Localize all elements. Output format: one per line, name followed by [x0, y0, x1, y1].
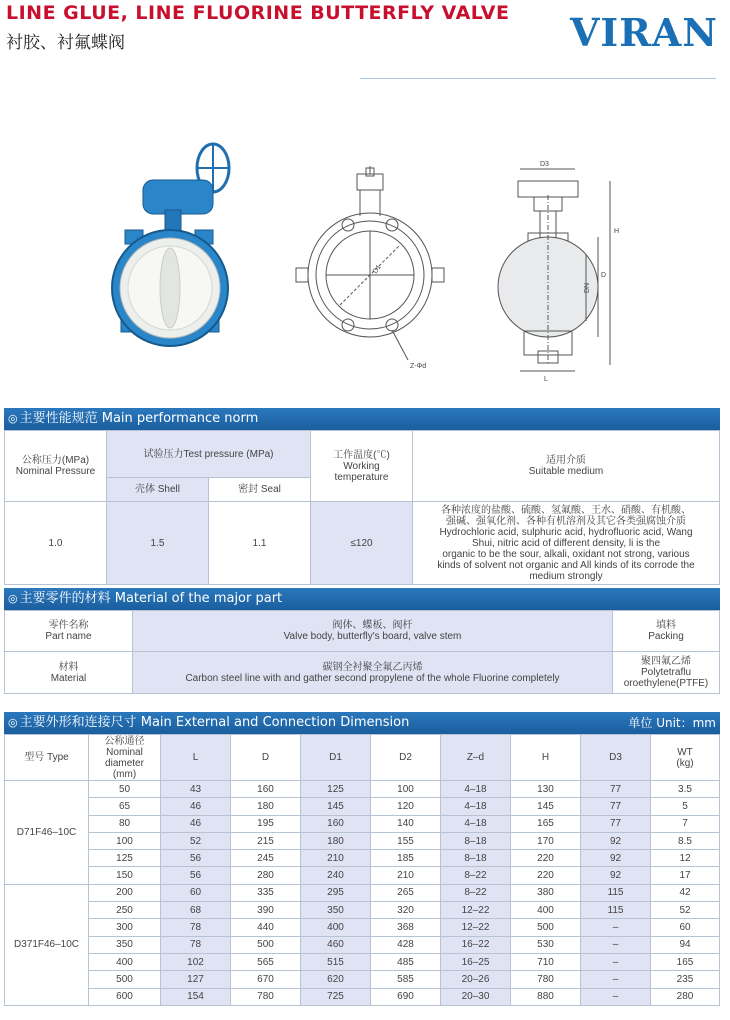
table-row [5, 815, 720, 832]
table-cell: 92 [581, 850, 651, 867]
hdr-zd: Z–d [441, 735, 511, 781]
table-cell: 200 [89, 884, 161, 901]
label-h: H [614, 228, 620, 235]
table-cell: 280 [231, 867, 301, 884]
bullet-circle-icon: ◎ [8, 592, 18, 605]
table-cell: 180 [231, 798, 301, 815]
material-label: 材料 Material [5, 652, 133, 694]
table-cell: 130 [511, 781, 581, 798]
material-table [4, 610, 720, 694]
table-cell: 77 [581, 781, 651, 798]
table-cell: 127 [161, 971, 231, 988]
table-cell: 368 [371, 919, 441, 936]
table-cell: 20–30 [441, 988, 511, 1005]
table-cell: 500 [231, 936, 301, 953]
table-cell: 165 [651, 953, 720, 970]
table-cell: 320 [371, 902, 441, 919]
page-subtitle-cn: 衬胶、衬氟蝶阀 [6, 33, 125, 53]
table-cell: 400 [511, 902, 581, 919]
table-cell: – [581, 971, 651, 988]
packing-material: 聚四氟乙烯 Polytetraflu oroethylene(PTFE) [613, 652, 720, 694]
table-cell: 3.5 [651, 781, 720, 798]
table-cell: 690 [371, 988, 441, 1005]
hdr-d2: D2 [371, 735, 441, 781]
table-cell: 8–18 [441, 850, 511, 867]
table-row [5, 919, 720, 936]
packing-label: 填料 Packing [613, 611, 720, 652]
table-cell: 400 [89, 953, 161, 970]
table-cell: 140 [371, 815, 441, 832]
table-cell: 4–18 [441, 781, 511, 798]
section-material-header [4, 588, 720, 610]
table-cell: 102 [161, 953, 231, 970]
col-working-temp: 工作温度(℃) Working temperature [311, 431, 413, 502]
table-cell: 4–18 [441, 798, 511, 815]
table-cell: 92 [581, 867, 651, 884]
table-cell: 235 [651, 971, 720, 988]
table-row [5, 850, 720, 867]
hdr-l: L [161, 735, 231, 781]
table-cell: 265 [371, 884, 441, 901]
table-cell: 12–22 [441, 902, 511, 919]
table-cell: 8–22 [441, 884, 511, 901]
table-cell: 295 [301, 884, 371, 901]
col-suitable-medium: 适用介质 Suitable medium [413, 431, 720, 502]
table-cell: 154 [161, 988, 231, 1005]
table-cell: 68 [161, 902, 231, 919]
col-shell: 壳体 Shell [107, 478, 209, 502]
table-cell: 100 [371, 781, 441, 798]
table-cell: 65 [89, 798, 161, 815]
table-cell: 195 [231, 815, 301, 832]
table-cell: 100 [89, 832, 161, 849]
table-cell: 240 [301, 867, 371, 884]
table-cell: 46 [161, 798, 231, 815]
table-cell: 400 [301, 919, 371, 936]
disc-icon [160, 248, 180, 328]
table-cell: 220 [511, 867, 581, 884]
table-cell: 725 [301, 988, 371, 1005]
table-cell: 42 [651, 884, 720, 901]
table-cell: 620 [301, 971, 371, 988]
table-cell: 77 [581, 798, 651, 815]
table-cell: 565 [231, 953, 301, 970]
table-row [5, 781, 720, 798]
table-cell: 78 [161, 936, 231, 953]
section-dimension-title: 主要外形和连接尺寸 Main External and Connection Dimension [19, 715, 410, 730]
section-material-title: 主要零件的材料 Material of the major part [19, 591, 283, 606]
part-name-label: 零件名称 Part name [5, 611, 133, 652]
table-cell: 170 [511, 832, 581, 849]
label-d3: D3 [540, 161, 549, 168]
val-seal: 1.1 [209, 502, 311, 585]
val-shell: 1.5 [107, 502, 209, 585]
col-nominal-pressure: 公称压力(MPa) Nominal Pressure [5, 431, 107, 502]
model-type: D71F46–10C [5, 781, 89, 885]
table-cell: 220 [511, 850, 581, 867]
table-cell: 56 [161, 850, 231, 867]
table-cell: 8–18 [441, 832, 511, 849]
table-cell: 17 [651, 867, 720, 884]
table-cell: 78 [161, 919, 231, 936]
label-dn: DN [584, 282, 591, 293]
table-row [5, 953, 720, 970]
table-cell: 125 [89, 850, 161, 867]
table-cell: – [581, 988, 651, 1005]
table-cell: 120 [371, 798, 441, 815]
side-view-drawing [490, 155, 640, 385]
model-type: D371F46–10C [5, 884, 89, 1005]
col-test-pressure: 试验压力Test pressure (MPa) [107, 431, 311, 478]
brand-logo: VIRAN [569, 10, 718, 55]
section-performance-header [4, 408, 720, 430]
table-cell: 150 [89, 867, 161, 884]
table-cell: – [581, 936, 651, 953]
table-cell: 460 [301, 936, 371, 953]
table-cell: 780 [511, 971, 581, 988]
page-title: LINE GLUE, LINE FLUORINE BUTTERFLY VALVE [6, 2, 510, 24]
table-cell: 780 [231, 988, 301, 1005]
gearbox-icon [143, 180, 213, 214]
table-cell: 160 [231, 781, 301, 798]
val-nominal-pressure: 1.0 [5, 502, 107, 585]
table-cell: 94 [651, 936, 720, 953]
table-cell: 145 [511, 798, 581, 815]
table-cell: 500 [511, 919, 581, 936]
bullet-circle-icon: ◎ [8, 412, 18, 425]
label-d: D [601, 272, 607, 279]
table-cell: 12–22 [441, 919, 511, 936]
table-cell: 80 [89, 815, 161, 832]
table-row [5, 902, 720, 919]
hdr-d1: D1 [301, 735, 371, 781]
table-cell: 440 [231, 919, 301, 936]
hdr-d3: D3 [581, 735, 651, 781]
table-row [5, 884, 720, 901]
table-cell: 165 [511, 815, 581, 832]
table-cell: 215 [231, 832, 301, 849]
section-performance-title: 主要性能规范 Main performance norm [19, 411, 259, 426]
table-cell: 145 [301, 798, 371, 815]
table-cell: 52 [161, 832, 231, 849]
table-row [5, 832, 720, 849]
table-cell: 52 [651, 902, 720, 919]
table-cell: 77 [581, 815, 651, 832]
table-cell: 515 [301, 953, 371, 970]
table-cell: 880 [511, 988, 581, 1005]
hdr-wt: WT (kg) [651, 735, 720, 781]
front-view-drawing [290, 160, 450, 380]
table-cell: 5 [651, 798, 720, 815]
table-cell: 20–26 [441, 971, 511, 988]
hdr-d: D [231, 735, 301, 781]
table-cell: 155 [371, 832, 441, 849]
table-cell: 115 [581, 884, 651, 901]
label-z-d: Z-Φd [410, 363, 427, 370]
table-row [5, 936, 720, 953]
table-cell: 500 [89, 971, 161, 988]
table-cell: 485 [371, 953, 441, 970]
table-cell: 300 [89, 919, 161, 936]
table-cell: 350 [89, 936, 161, 953]
table-row [5, 988, 720, 1005]
table-cell: 390 [231, 902, 301, 919]
col-seal: 密封 Seal [209, 478, 311, 502]
table-cell: 380 [511, 884, 581, 901]
table-cell: 12 [651, 850, 720, 867]
table-cell: 8–22 [441, 867, 511, 884]
table-cell: 16–22 [441, 936, 511, 953]
table-cell: 600 [89, 988, 161, 1005]
header-divider [360, 78, 716, 79]
valve-photo [95, 140, 245, 380]
table-cell: 250 [89, 902, 161, 919]
unit-label: 单位 Unit：mm [628, 716, 716, 730]
main-material: 碳钢全衬聚全氟乙丙烯 Carbon steel line with and gather second propylene of the whole Fluorine completely [133, 652, 613, 694]
performance-table [4, 430, 720, 585]
table-cell: 56 [161, 867, 231, 884]
table-cell: 43 [161, 781, 231, 798]
table-cell: 92 [581, 832, 651, 849]
table-cell: 16–25 [441, 953, 511, 970]
table-cell: 7 [651, 815, 720, 832]
label-d1: D1 [371, 263, 383, 276]
table-cell: 585 [371, 971, 441, 988]
table-row [5, 867, 720, 884]
table-cell: – [581, 919, 651, 936]
table-cell: 280 [651, 988, 720, 1005]
table-cell: 160 [301, 815, 371, 832]
table-cell: – [581, 953, 651, 970]
table-cell: 50 [89, 781, 161, 798]
table-cell: 185 [371, 850, 441, 867]
hdr-h: H [511, 735, 581, 781]
table-cell: 115 [581, 902, 651, 919]
section-dimension-header [4, 712, 720, 734]
table-cell: 4–18 [441, 815, 511, 832]
label-l: L [544, 376, 548, 383]
val-working-temp: ≤120 [311, 502, 413, 585]
table-cell: 428 [371, 936, 441, 953]
hdr-nominal-diameter: 公称通径 Nominal diameter (mm) [89, 735, 161, 781]
table-cell: 670 [231, 971, 301, 988]
table-row [5, 971, 720, 988]
hdr-type: 型号 Type [5, 735, 89, 781]
table-cell: 710 [511, 953, 581, 970]
table-cell: 125 [301, 781, 371, 798]
table-cell: 210 [301, 850, 371, 867]
table-row [5, 798, 720, 815]
bullet-circle-icon: ◎ [8, 716, 18, 729]
table-cell: 8.5 [651, 832, 720, 849]
table-cell: 530 [511, 936, 581, 953]
val-suitable-medium: 各种浓度的盐酸、硫酸、氢氟酸、王水、硝酸、有机酸、 强碱、强氧化剂、各种有机溶剂及其它各类强腐蚀介质 Hydrochloric acid, sulphuric acid, hydrofluoric acid, Wang Shui, nitric acid of different density, li is the organic to be the sour, alkali, oxidant not strong, various kinds of solvent not organic and All kinds of its corrode the medium strongly [413, 502, 720, 585]
table-cell: 46 [161, 815, 231, 832]
table-cell: 210 [371, 867, 441, 884]
table-cell: 180 [301, 832, 371, 849]
table-cell: 60 [651, 919, 720, 936]
table-cell: 335 [231, 884, 301, 901]
table-cell: 245 [231, 850, 301, 867]
dimension-table [4, 734, 720, 1006]
table-cell: 350 [301, 902, 371, 919]
parts-list: 阀体、蝶板、阀杆 Valve body, butterfly's board, valve stem [133, 611, 613, 652]
table-cell: 60 [161, 884, 231, 901]
